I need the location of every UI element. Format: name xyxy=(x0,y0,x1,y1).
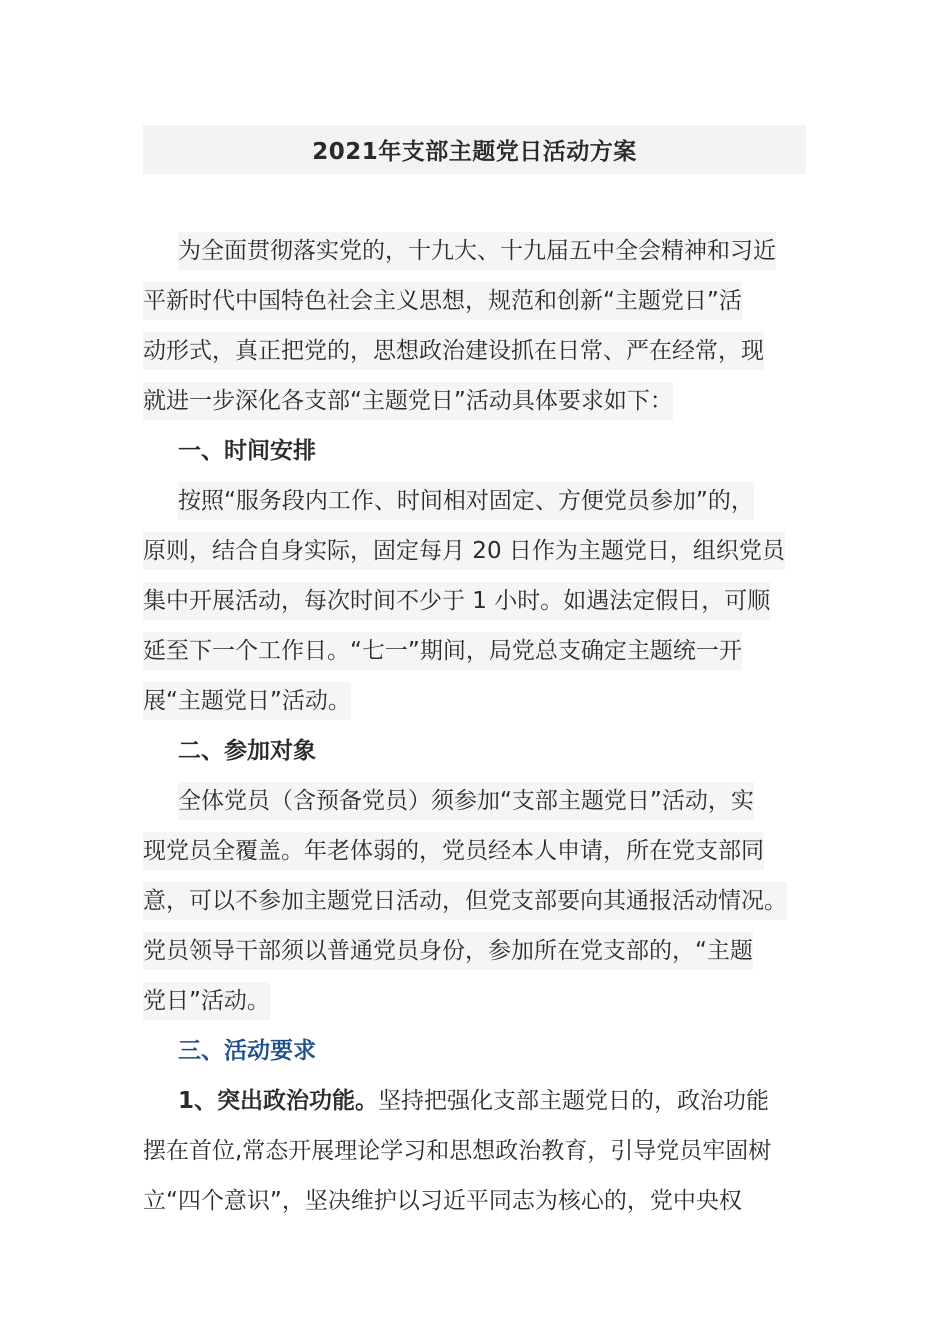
line-text: 意，可以不参加主题党日活动，但党支部要向其通报活动情况。 xyxy=(143,882,787,920)
paragraph-line xyxy=(143,876,815,926)
line-text: 展“主题党日”活动。 xyxy=(143,682,351,720)
paragraph-line xyxy=(143,976,815,1026)
paragraph-line xyxy=(143,826,815,876)
line-text: 平新时代中国特色社会主义思想，规范和创新“主题党日”活 xyxy=(143,282,742,320)
line-text: 集中开展活动，每次时间不少于 1 小时。如遇法定假日，可顺 xyxy=(143,582,770,620)
line-text: 为全面贯彻落实党的，十九大、十九届五中全会精神和习近 xyxy=(178,232,776,270)
paragraph-line xyxy=(143,526,815,576)
paragraph-line xyxy=(143,276,815,326)
line-text: 动形式，真正把党的，思想政治建设抓在日常、严在经常，现 xyxy=(143,332,764,370)
paragraph-line xyxy=(143,576,815,626)
line-text: 党日”活动。 xyxy=(143,982,270,1020)
line-text: 现党员全覆盖。年老体弱的，党员经本人申请，所在党支部同 xyxy=(143,832,764,870)
section-heading-participants: 二、参加对象 xyxy=(178,738,316,764)
section-heading-requirements: 三、活动要求 xyxy=(178,1038,316,1064)
document-title: 2021年支部主题党日活动方案 xyxy=(312,139,637,165)
paragraph-line xyxy=(143,326,815,376)
paragraph-line xyxy=(143,226,815,276)
line-text: 按照“服务段内工作、时间相对固定、方便党员参加”的， xyxy=(178,482,754,520)
paragraph-line xyxy=(143,926,815,976)
paragraph-line xyxy=(143,1126,815,1176)
title-banner xyxy=(143,125,806,174)
line-text: 原则，结合自身实际，固定每月 20 日作为主题党日，组织党员 xyxy=(143,532,785,570)
paragraph-line xyxy=(143,1076,815,1126)
paragraph-line xyxy=(143,376,815,426)
section-heading-time: 一、时间安排 xyxy=(178,438,316,464)
line-text: 党员领导干部须以普通党员身份，参加所在党支部的，“主题 xyxy=(143,932,753,970)
line-text: 坚持把强化支部主题党日的，政治功能 xyxy=(378,1088,770,1114)
paragraph-line xyxy=(143,776,815,826)
line-text: 立“四个意识”，坚决维护以习近平同志为核心的，党中央权 xyxy=(143,1188,742,1214)
item-lead: 1、突出政治功能。 xyxy=(178,1088,379,1114)
line-text: 就进一步深化各支部“主题党日”活动具体要求如下： xyxy=(143,382,673,420)
line-text: 延至下一个工作日。“七一”期间，局党总支确定主题统一开 xyxy=(143,632,742,670)
document-body xyxy=(143,226,815,1226)
paragraph-line xyxy=(143,626,815,676)
paragraph-line xyxy=(143,476,815,526)
line-text: 摆在首位,常态开展理论学习和思想政治教育，引导党员牢固树 xyxy=(143,1138,772,1164)
line-text: 全体党员（含预备党员）须参加“支部主题党日”活动，实 xyxy=(178,782,754,820)
paragraph-line xyxy=(143,676,815,726)
paragraph-line xyxy=(143,1176,815,1226)
